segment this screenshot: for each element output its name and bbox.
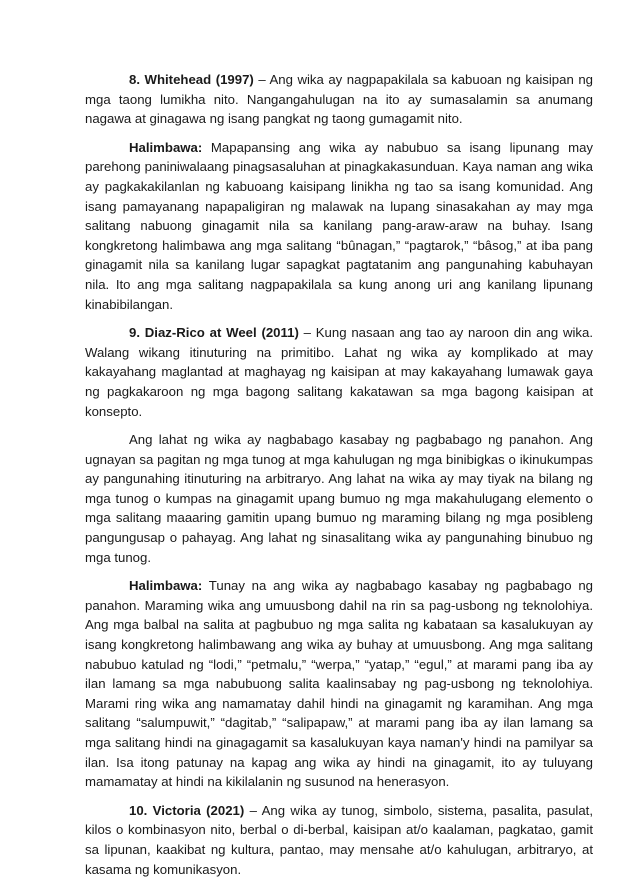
- paragraph-text: – Ang wika ay nagpapakilala sa kabuoan ng kaisipan ng mga taong lumikha nito. Nangangahulugan na ito ay sumasalamin sa anumang nagawa at ginagawa ng isang pangkat ng taong gumagamit nito.: [85, 72, 593, 127]
- paragraph-lead: 8. Whitehead (1997): [129, 72, 254, 87]
- paragraph-halimbawa-2: [85, 576, 593, 792]
- paragraph-lead: 10. Victoria (2021): [129, 802, 245, 818]
- document-page: [85, 70, 593, 888]
- paragraph-text: Ang lahat ng wika ay nagbabago kasabay ng pagbabago ng panahon. Ang ugnayan sa pagitan ng mga tunog at mga kahulugan ng mga binibigkas o ikinukumpas ay pangunahing itinuturing na arbitraryo. Ang lahat na wika ay may tiyak na bilang ng mga tunog o kumpas na ginagamit upang bumuo ng mga makahulugang elemento o mga salitang maaaring gamitin upang bumuo ng maraming bilang ng mga posibleng pangungusap o pahayag. Ang lahat ng sinasalitang wika ay pangunahing binubuo ng mga tunog.: [85, 432, 593, 565]
- paragraph-lead: Halimbawa:: [129, 578, 203, 594]
- paragraph-lead: Halimbawa:: [129, 139, 203, 155]
- paragraph-halimbawa-1: [85, 138, 593, 314]
- paragraph-pagbabago: [85, 430, 593, 567]
- paragraph-whitehead: [85, 70, 593, 129]
- paragraph-text: Mapapansing ang wika ay nabubuo sa isang lipunang may parehong paniniwalaang pinagsasaluhan at pinagkakasunduan. Kaya naman ang wika ay pagkakakilanlan ng kabuoang kaisipang linikha ng tao sa isang komunidad. Ang isang pamayanang napapaligiran ng malawak na lupang sinasakahan ay may mga salitang nabuong ginagamit nila sa kanilang pang-araw-araw na buhay. Isang kongkretong halimbawa ang mga salitang “bûnagan,” “pagtarok,” “bâsog,” at iba pang ginagamit nila sa kanilang lugar sapagkat pagtatanim ang pangunahing kabuhayan nila. Ito ang mga salitang nagpapakilala sa kung anong uri ang kanilang lipunang kinabibilangan.: [85, 139, 593, 312]
- paragraph-victoria: [85, 801, 593, 879]
- paragraph-text: – Kung nasaan ang tao ay naroon din ang wika. Walang wikang itinuturing na primitibo. Lahat ng wika ay komplikado at may kakayahang maglantad at maghayag ng kaisipan at may kakayahang lumawak gaya ng pagkakaroon ng mga bagong salitang kakatawan sa mga bagong kaisipan at konsepto.: [85, 325, 593, 419]
- paragraph-diaz-rico: [85, 323, 593, 421]
- paragraph-lead: 9. Diaz-Rico at Weel (2011): [129, 325, 299, 341]
- paragraph-text: Tunay na ang wika ay nagbabago kasabay ng pagbabago ng panahon. Maraming wika ang umuusbong dahil na rin sa pag-usbong ng teknolohiya. Ang mga balbal na salita at pagbubuo ng mga salita ng kabataan sa kasalukuyan ay isang kongkretong halimbawang ang wika ay buhay at umuusbong. Ang mga salitang nabubuo katulad ng “lodi,” “petmalu,” “werpa,” “yatap,” “egul,” at marami pang iba ay ilan lamang sa mga nabubuong salita kaalinsabay ng pag-usbong ng teknolohiya. Marami ring wika ang namamatay dahil hindi na ginagamit ng karamihan. Ang mga salitang “salumpuwit,” “dagitab,” “salipapaw,” at marami pang iba ay ilan lamang sa mga salitang hindi na ginagagamit sa kasalukuyan kaya naman'y hindi na pamilyar sa ilan. Isa itong patunay na kapag ang wika ay hindi na ginagamit, ito ay tuluyang mamamatay at hindi na kikilalanin ng susunod na henerasyon.: [85, 578, 593, 790]
- paragraph-text: – Ang wika ay tunog, simbolo, sistema, pasalita, pasulat, kilos o kombinasyon nito, berbal o di-berbal, kaisipan at/o kaalaman, pagkatao, gamit sa lipunan, kaakibat ng kultura, pantao, may mensahe at/o kahulugan, arbitraryo, at kasama ng komunikasyon.: [85, 802, 594, 877]
